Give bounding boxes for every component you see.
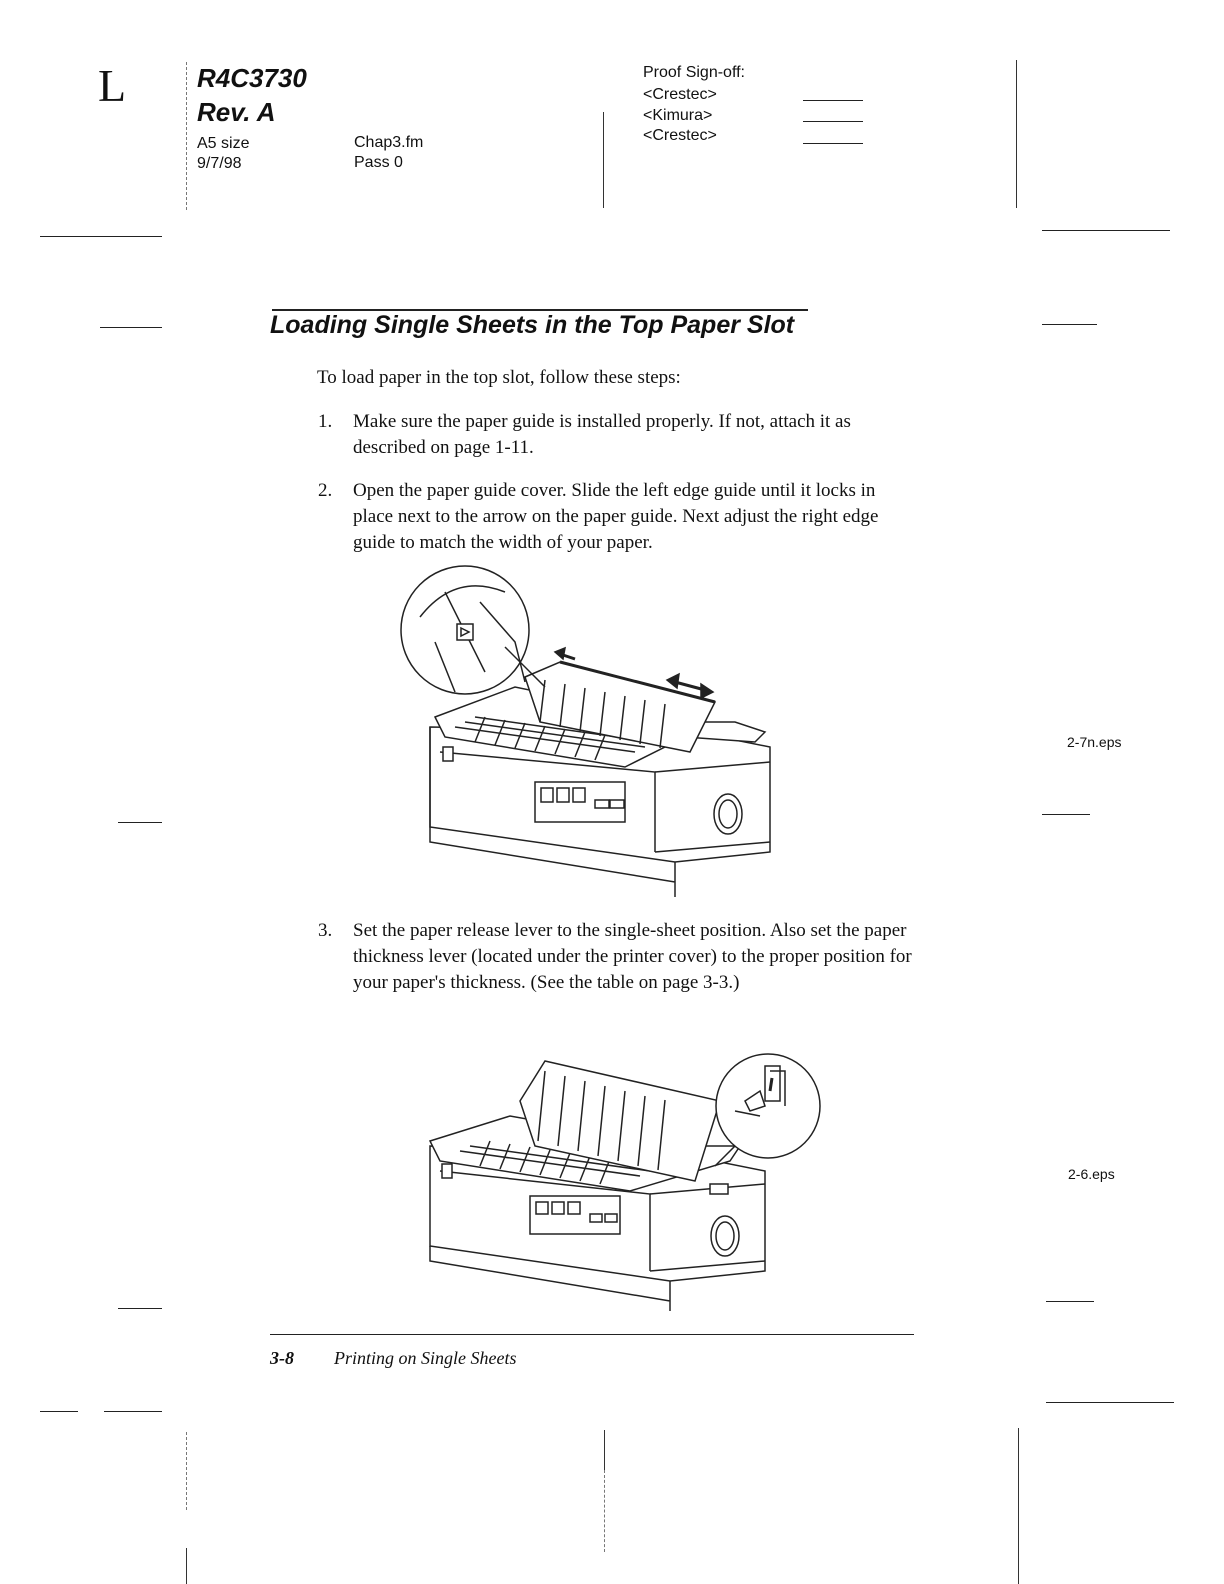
printer-release-lever-illustration: [420, 1046, 825, 1316]
section-title: Loading Single Sheets in the Top Paper Slot: [270, 311, 795, 339]
crop-mark: [40, 236, 162, 237]
step-number: 2.: [318, 480, 333, 501]
bottom-middle-mark: [604, 1470, 605, 1552]
crop-mark: [104, 1411, 162, 1412]
footer-page-number: 3-8: [270, 1348, 294, 1368]
pass-number: Pass 0: [354, 154, 403, 171]
signoff-1: <Crestec>: [643, 86, 717, 103]
crop-mark: [1042, 324, 1097, 325]
crop-mark: [118, 822, 162, 823]
figure-1-filename: 2-7n.eps: [1067, 734, 1122, 750]
bottom-middle-mark: [604, 1430, 605, 1470]
intro-text: To load paper in the top slot, follow these steps:: [317, 367, 681, 388]
signoff-line-1: [803, 100, 863, 101]
bottom-left-mark: [186, 1548, 187, 1584]
doc-id: R4C3730: [197, 63, 307, 93]
crop-mark: [1042, 230, 1170, 231]
step-text: Open the paper guide cover. Slide the left edge guide until it locks in place next to the arrow on the paper guide. Next adjust the right edge guide to match the width of your paper.: [353, 480, 879, 553]
header-middle-divider: [603, 112, 604, 208]
print-date: 9/7/98: [197, 155, 242, 172]
crop-mark: [100, 327, 162, 328]
printer-edge-guide-illustration: [395, 562, 775, 898]
header-left-divider: [186, 62, 187, 210]
figure-2-filename: 2-6.eps: [1068, 1166, 1115, 1182]
crop-mark: [1046, 1402, 1174, 1403]
corner-mark: L: [98, 60, 127, 111]
file-name: Chap3.fm: [354, 134, 424, 151]
footer-chapter-title: Printing on Single Sheets: [334, 1348, 517, 1368]
crop-mark: [118, 1308, 162, 1309]
step-text: Make sure the paper guide is installed properly. If not, attach it as described on page 1-11.: [353, 411, 851, 458]
crop-mark: [1042, 814, 1090, 815]
paper-size: A5 size: [197, 135, 250, 152]
step-text: Set the paper release lever to the single-sheet position. Also set the paper thickness lever (located under the printer cover) to the proper position for your paper's thickness. (See the table on page 3-3.): [353, 920, 912, 993]
signoff-line-3: [803, 143, 863, 144]
footer-rule: [270, 1334, 914, 1335]
bottom-left-mark: [186, 1432, 187, 1510]
bottom-right-mark: [1018, 1428, 1019, 1584]
signoff-3: <Crestec>: [643, 127, 717, 144]
crop-mark: [1046, 1301, 1094, 1302]
signoff-line-2: [803, 121, 863, 122]
step-number: 3.: [318, 920, 333, 941]
signoff-2: <Kimura>: [643, 107, 713, 124]
header-right-divider: [1016, 60, 1017, 208]
proof-title: Proof Sign-off:: [643, 64, 745, 81]
revision: Rev. A: [197, 97, 276, 127]
crop-mark: [40, 1411, 78, 1412]
step-number: 1.: [318, 411, 333, 432]
